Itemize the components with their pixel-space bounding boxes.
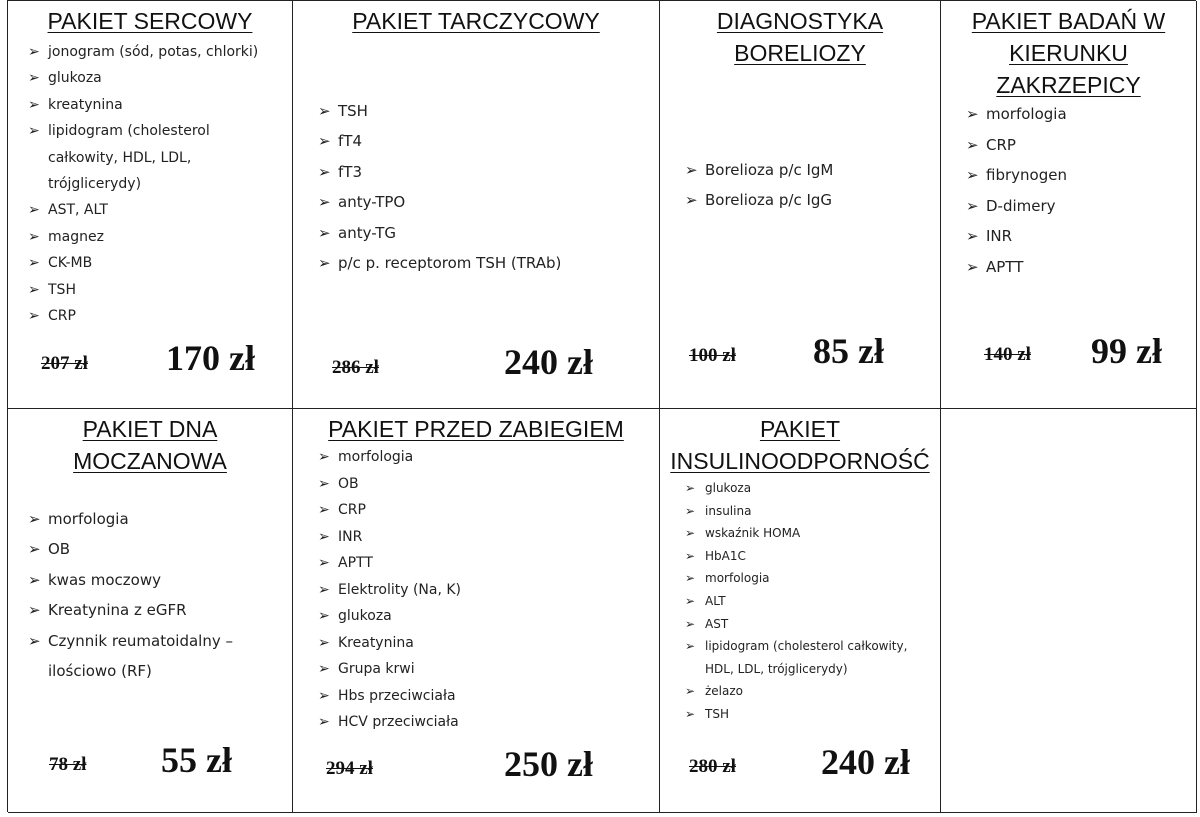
old-price: 294 zł bbox=[326, 758, 373, 779]
test-item: ➢ CK-MB bbox=[28, 250, 288, 276]
test-list bbox=[28, 39, 288, 329]
test-item: ➢ glukoza bbox=[28, 65, 288, 91]
test-item: ➢ kwas moczowy bbox=[28, 565, 268, 595]
test-item: ➢ D-dimery bbox=[966, 191, 1191, 222]
test-item: ➢ Elektrolity (Na, K) bbox=[318, 577, 648, 604]
test-item: ➢ OB bbox=[318, 471, 648, 498]
old-price: 207 zł bbox=[41, 353, 88, 374]
new-price: 240 zł bbox=[504, 342, 593, 382]
test-item: ➢ morfologia bbox=[318, 444, 648, 471]
new-price: 85 zł bbox=[813, 331, 884, 371]
test-item: ➢ fT3 bbox=[318, 157, 658, 187]
package-title-line: PAKIET SERCOWY bbox=[47, 8, 253, 34]
test-item: ➢ fT4 bbox=[318, 126, 658, 156]
package-title bbox=[8, 5, 292, 37]
package-card-tarczycowy bbox=[293, 1, 660, 409]
package-title-line: PAKIET PRZED ZABIEGIEM bbox=[328, 416, 624, 442]
package-title-line: PAKIET BADAŃ W bbox=[971, 8, 1166, 34]
test-list bbox=[318, 444, 648, 736]
package-card-zakrzepica bbox=[941, 1, 1197, 409]
test-list bbox=[966, 99, 1191, 283]
test-item: ➢ CRP bbox=[966, 130, 1191, 161]
test-item: ➢ Hbs przeciwciała bbox=[318, 683, 648, 710]
test-item: ➢ OB bbox=[28, 534, 268, 564]
package-card-dna-moczanowa bbox=[8, 409, 293, 813]
package-title-line: PAKIET TARCZYCOWY bbox=[352, 8, 600, 34]
package-title-line: BORELIOZY bbox=[734, 40, 866, 66]
package-title bbox=[941, 5, 1196, 101]
test-item: ➢ insulina bbox=[685, 500, 935, 523]
test-item: ➢ TSH bbox=[28, 277, 288, 303]
empty-cell bbox=[941, 409, 1197, 813]
test-item: ➢ APTT bbox=[966, 252, 1191, 283]
test-list bbox=[28, 504, 268, 686]
test-list bbox=[685, 477, 935, 726]
test-item: ➢ Grupa krwi bbox=[318, 656, 648, 683]
test-item: ➢ HCV przeciwciała bbox=[318, 709, 648, 736]
test-item: ➢ Kreatynina bbox=[318, 630, 648, 657]
test-item: ➢ morfologia bbox=[685, 567, 935, 590]
test-item: ➢ fibrynogen bbox=[966, 160, 1191, 191]
package-title-line: PAKIET DNA bbox=[82, 416, 218, 442]
test-item: ➢ glukoza bbox=[318, 603, 648, 630]
test-item: ➢ Borelioza p/c IgM bbox=[685, 155, 935, 185]
test-item: ➢ Kreatynina z eGFR bbox=[28, 595, 268, 625]
package-title bbox=[293, 5, 659, 37]
package-title-line: INSULINOODPORNOŚĆ bbox=[670, 448, 930, 474]
test-item: ➢ Borelioza p/c IgG bbox=[685, 185, 935, 215]
new-price: 170 zł bbox=[166, 338, 255, 378]
test-item: ➢ p/c p. receptorom TSH (TRAb) bbox=[318, 248, 658, 278]
test-item: ➢ INR bbox=[966, 221, 1191, 252]
package-title-line: DIAGNOSTYKA bbox=[716, 8, 884, 34]
test-item: ➢ HbA1C bbox=[685, 545, 935, 568]
test-item: ➢ jonogram (sód, potas, chlorki) bbox=[28, 39, 288, 65]
test-item: ➢ TSH bbox=[685, 703, 935, 726]
new-price: 99 zł bbox=[1091, 331, 1162, 371]
test-item: ➢ CRP bbox=[318, 497, 648, 524]
package-title bbox=[660, 5, 940, 69]
test-item: ➢ AST, ALT bbox=[28, 197, 288, 223]
package-title bbox=[8, 413, 292, 477]
test-item: ➢ magnez bbox=[28, 224, 288, 250]
package-card-insulinoodpornosc bbox=[660, 409, 941, 813]
package-card-boreliozy bbox=[660, 1, 941, 409]
test-item: ➢ AST bbox=[685, 613, 935, 636]
test-item: ➢ CRP bbox=[28, 303, 288, 329]
package-title bbox=[660, 413, 940, 477]
package-title-line: PAKIET bbox=[759, 416, 841, 442]
test-item: ➢ Czynnik reumatoidalny – ilościowo (RF) bbox=[28, 626, 268, 687]
package-title-line: MOCZANOWA bbox=[73, 448, 227, 474]
test-item: ➢ anty-TPO bbox=[318, 187, 658, 217]
new-price: 55 zł bbox=[161, 740, 232, 780]
test-item: ➢ morfologia bbox=[28, 504, 268, 534]
new-price: 250 zł bbox=[504, 744, 593, 784]
package-card-sercowy bbox=[8, 1, 293, 409]
test-item: ➢ kreatynina bbox=[28, 92, 288, 118]
test-item: ➢ INR bbox=[318, 524, 648, 551]
old-price: 78 zł bbox=[49, 754, 87, 775]
test-item: ➢ żelazo bbox=[685, 680, 935, 703]
test-item: ➢ wskaźnik HOMA bbox=[685, 522, 935, 545]
test-list bbox=[318, 96, 658, 278]
test-item: ➢ lipidogram (cholesterol całkowity, HDL, LDL, trójglicerydy) bbox=[28, 118, 228, 197]
old-price: 140 zł bbox=[984, 344, 1031, 365]
new-price: 240 zł bbox=[821, 742, 910, 782]
test-item: ➢ ALT bbox=[685, 590, 935, 613]
test-item: ➢ anty-TG bbox=[318, 218, 658, 248]
old-price: 100 zł bbox=[689, 345, 736, 366]
test-item: ➢ lipidogram (cholesterol całkowity, HDL, LDL, trójglicerydy) bbox=[685, 635, 935, 680]
package-grid bbox=[7, 0, 1196, 812]
test-list bbox=[685, 155, 935, 216]
old-price: 286 zł bbox=[332, 357, 379, 378]
old-price: 280 zł bbox=[689, 756, 736, 777]
package-title-line: KIERUNKU ZAKRZEPICY bbox=[996, 40, 1141, 98]
test-item: ➢ TSH bbox=[318, 96, 658, 126]
test-item: ➢ morfologia bbox=[966, 99, 1191, 130]
package-card-przed-zabiegiem bbox=[293, 409, 660, 813]
package-title bbox=[293, 413, 659, 445]
test-item: ➢ glukoza bbox=[685, 477, 935, 500]
test-item: ➢ APTT bbox=[318, 550, 648, 577]
